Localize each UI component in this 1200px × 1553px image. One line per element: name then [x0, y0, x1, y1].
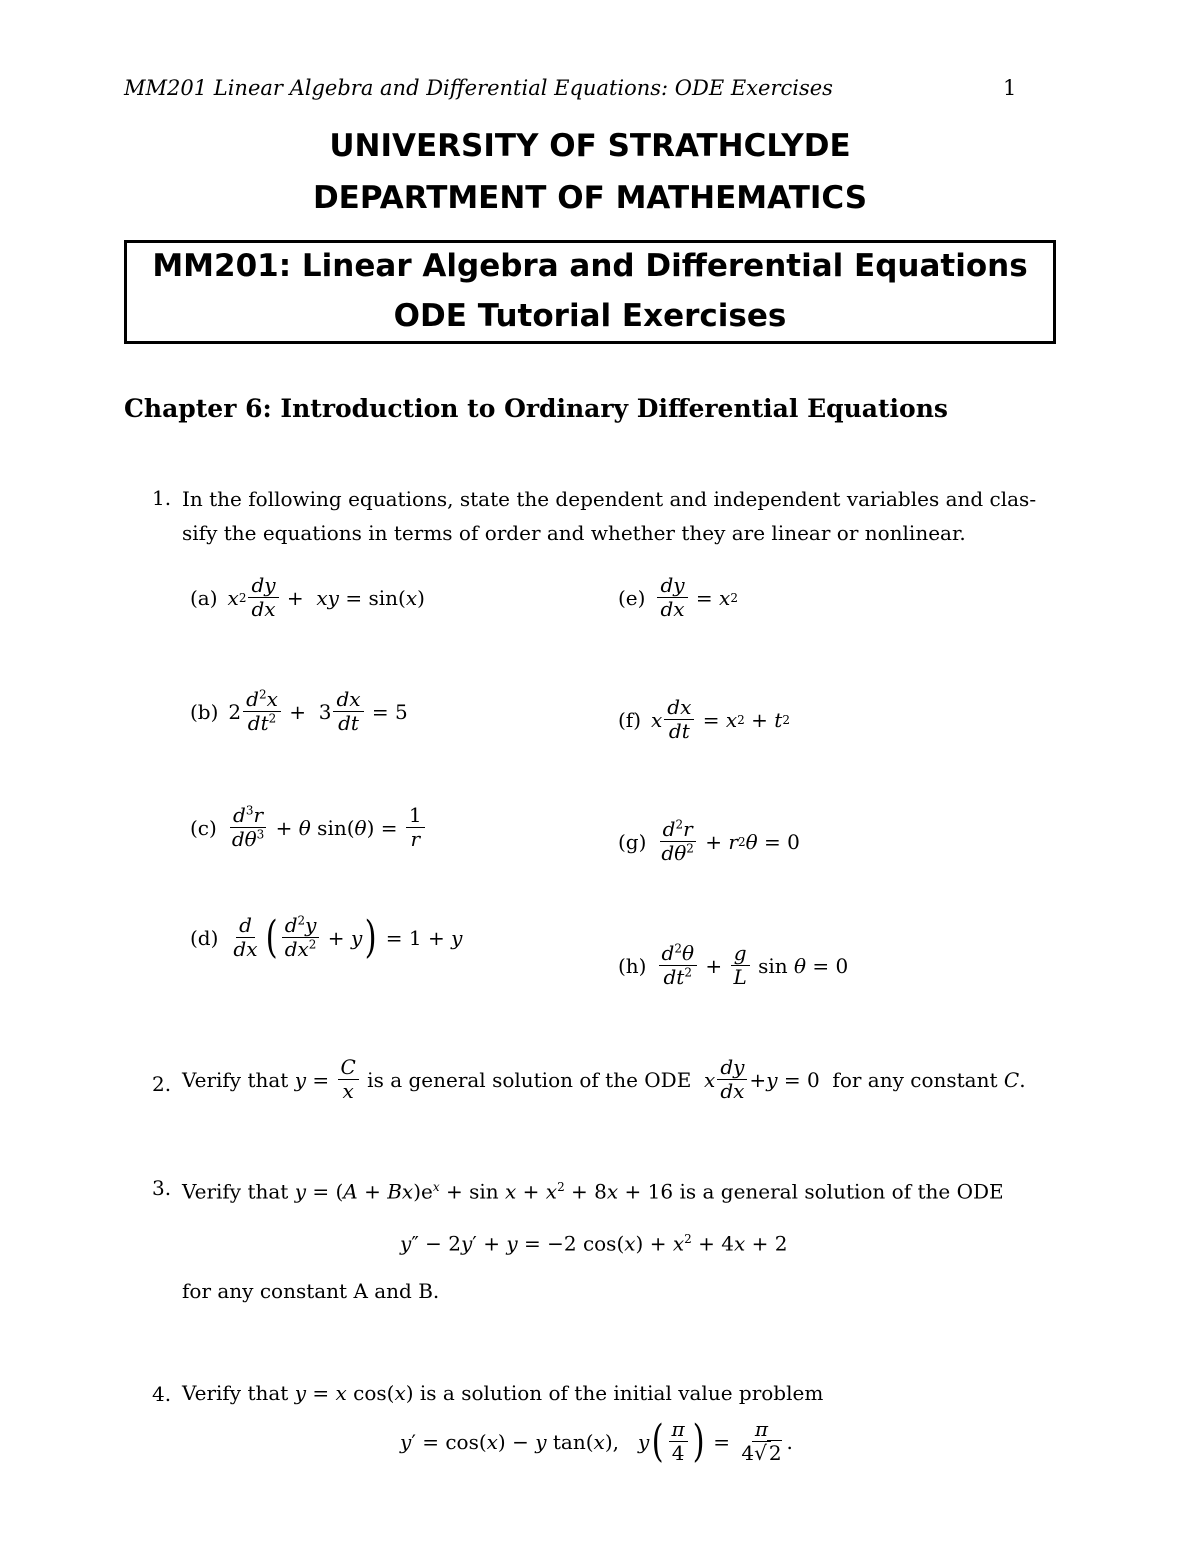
eq-b: (b) 2 $\frac{d^2x}{dt^2}$ + 3 $\frac{dx}{dt}$ = 5: [190, 687, 408, 735]
course-subtitle: ODE Tutorial Exercises: [393, 298, 787, 334]
q2-mid: is a general solution of the ODE: [367, 1067, 692, 1092]
q3-text: Verify that $y = (A + Bx)e^x + \sin x + x^2 + 8x + 16$ is a general solution of the ODE: [182, 1179, 1004, 1204]
q4-text: Verify that y = x cos(x) is a solution of the initial value problem: [182, 1381, 824, 1405]
q3-footer: for any constant A and B.: [182, 1279, 440, 1303]
running-header: MM201 Linear Algebra and Differential Equations: ODE Exercises: [124, 76, 833, 100]
q1-text-line1: In the following equations, state the dependent and independent variables and clas-: [182, 487, 1037, 511]
eq-c-label: (c): [190, 815, 217, 840]
eq-e-label: (e): [618, 585, 646, 610]
q4-verify: Verify that: [182, 1381, 289, 1405]
eq-f: (f) x $\frac{dx}{dt}$ = x 2 + t 2: [618, 695, 790, 743]
q3-ode: y″ − 2y′ + y = −2 $\cos(x) + x^2 + 4x + 2$: [400, 1231, 788, 1256]
q3-number: 3.: [152, 1176, 172, 1200]
q1-text-line2: sify the equations in terms of order and whether they are linear or nonlinear.: [182, 521, 966, 545]
eq-g-label: (g): [618, 829, 647, 854]
eq-b-label: (b): [190, 699, 219, 724]
eq-g: (g) $\frac{d^2r}{d\theta^2}$ + r 2 θ = 0: [618, 817, 800, 865]
q2-verify: Verify that: [182, 1067, 289, 1092]
q2-text: Verify that y = $\frac{C}{x}$ is a general solution of the ODE x $\frac{dy}{dx}$ + y = 0 for any constant C .: [182, 1055, 1026, 1103]
q4-number: 4.: [152, 1382, 172, 1406]
department-name: DEPARTMENT OF MATHEMATICS: [312, 180, 868, 216]
q4-ivp: y ′ = cos( x ) − y tan( x ), y ( $\frac{\pi}{4}$ ) = $\frac{\pi}{4√ 2}$ .: [400, 1415, 793, 1467]
eq-h: (h) $\frac{d^2\theta}{dt^2}$ + $\frac{g}{L}$ sin θ = 0: [618, 941, 849, 989]
q3-tail: is a general solution of the ODE: [679, 1179, 1004, 1204]
eq-f-label: (f): [618, 707, 642, 732]
university-name: UNIVERSITY OF STRATHCLYDE: [329, 128, 851, 164]
q2-tail: for any constant: [832, 1067, 998, 1092]
q3-verify: Verify that: [182, 1179, 289, 1204]
eq-h-label: (h): [618, 953, 647, 978]
eq-e: (e) $\frac{dy}{dx}$ = x 2: [618, 573, 738, 621]
eq-a-label: (a): [190, 585, 218, 610]
chapter-heading: Chapter 6: Introduction to Ordinary Differential Equations: [124, 394, 948, 423]
eq-a: (a) x 2 $\frac{dy}{dx}$ + xy = sin( x ): [190, 573, 425, 621]
q4-tail: is a solution of the initial value problem: [419, 1381, 824, 1405]
course-title: MM201: Linear Algebra and Differential Equations: [152, 248, 1028, 284]
q1-number: 1.: [152, 486, 172, 510]
eq-d: (d) $\frac{d}{dx}$ ( $\frac{d^2y}{dx^2}$ + y ) = 1 + y: [190, 911, 463, 963]
page-number: 1: [1003, 76, 1017, 100]
q2-number: 2.: [152, 1072, 172, 1096]
eq-d-label: (d): [190, 925, 219, 950]
eq-c: (c) $\frac{d^3r}{d\theta^3}$ + θ sin( θ ) = $\frac{1}{r}$: [190, 804, 427, 851]
